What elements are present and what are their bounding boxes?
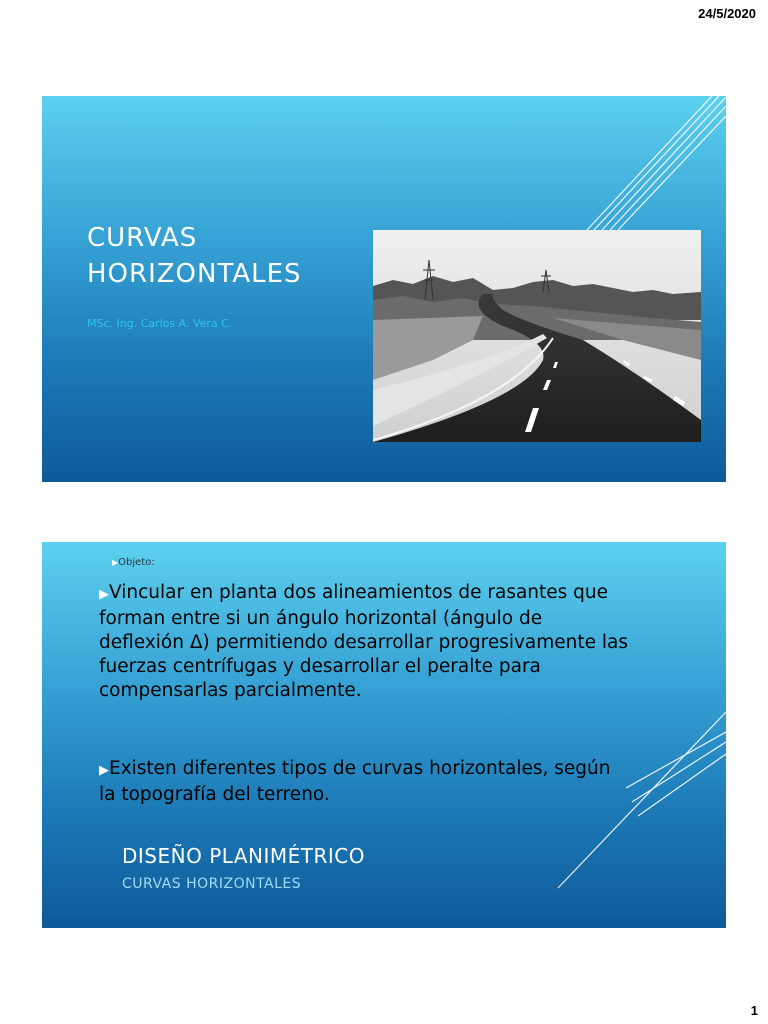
bullet-point-1 bbox=[99, 581, 629, 703]
bullet-arrow-icon: ▶ bbox=[112, 558, 119, 567]
bullet-arrow-icon: ▶ bbox=[99, 587, 109, 602]
title-line-2: HORIZONTALES bbox=[87, 259, 302, 289]
page-number: 1 bbox=[750, 1003, 758, 1018]
bullet-point-1-text: Vincular en planta dos alineamientos de rasantes que forman entre si un ángulo horizontal (ángulo de deflexión Δ) permitiendo desarrollar progresivamente las fuerzas centrífugas y desarrollar el peralte para compensarlas parcialmente. bbox=[99, 582, 629, 701]
highway-photo bbox=[373, 230, 701, 442]
author-text: MSc. Ing. Carlos A. Vera C. bbox=[87, 317, 233, 330]
page-date: 24/5/2020 bbox=[698, 6, 756, 21]
section-title: DISEÑO PLANIMÉTRICO bbox=[122, 844, 366, 868]
title-line-1: CURVAS bbox=[87, 223, 198, 253]
bullet-arrow-icon: ▶ bbox=[99, 763, 109, 778]
objective-label bbox=[112, 557, 155, 568]
slide-title bbox=[42, 96, 726, 482]
slide-title-text bbox=[87, 220, 302, 292]
objective-label-text: Objeto: bbox=[118, 557, 155, 568]
section-subtitle: CURVAS HORIZONTALES bbox=[122, 876, 302, 892]
bullet-point-2 bbox=[99, 757, 629, 807]
bullet-point-2-text: Existen diferentes tipos de curvas horizontales, según la topografía del terreno. bbox=[99, 758, 611, 805]
slide-content bbox=[42, 542, 726, 928]
